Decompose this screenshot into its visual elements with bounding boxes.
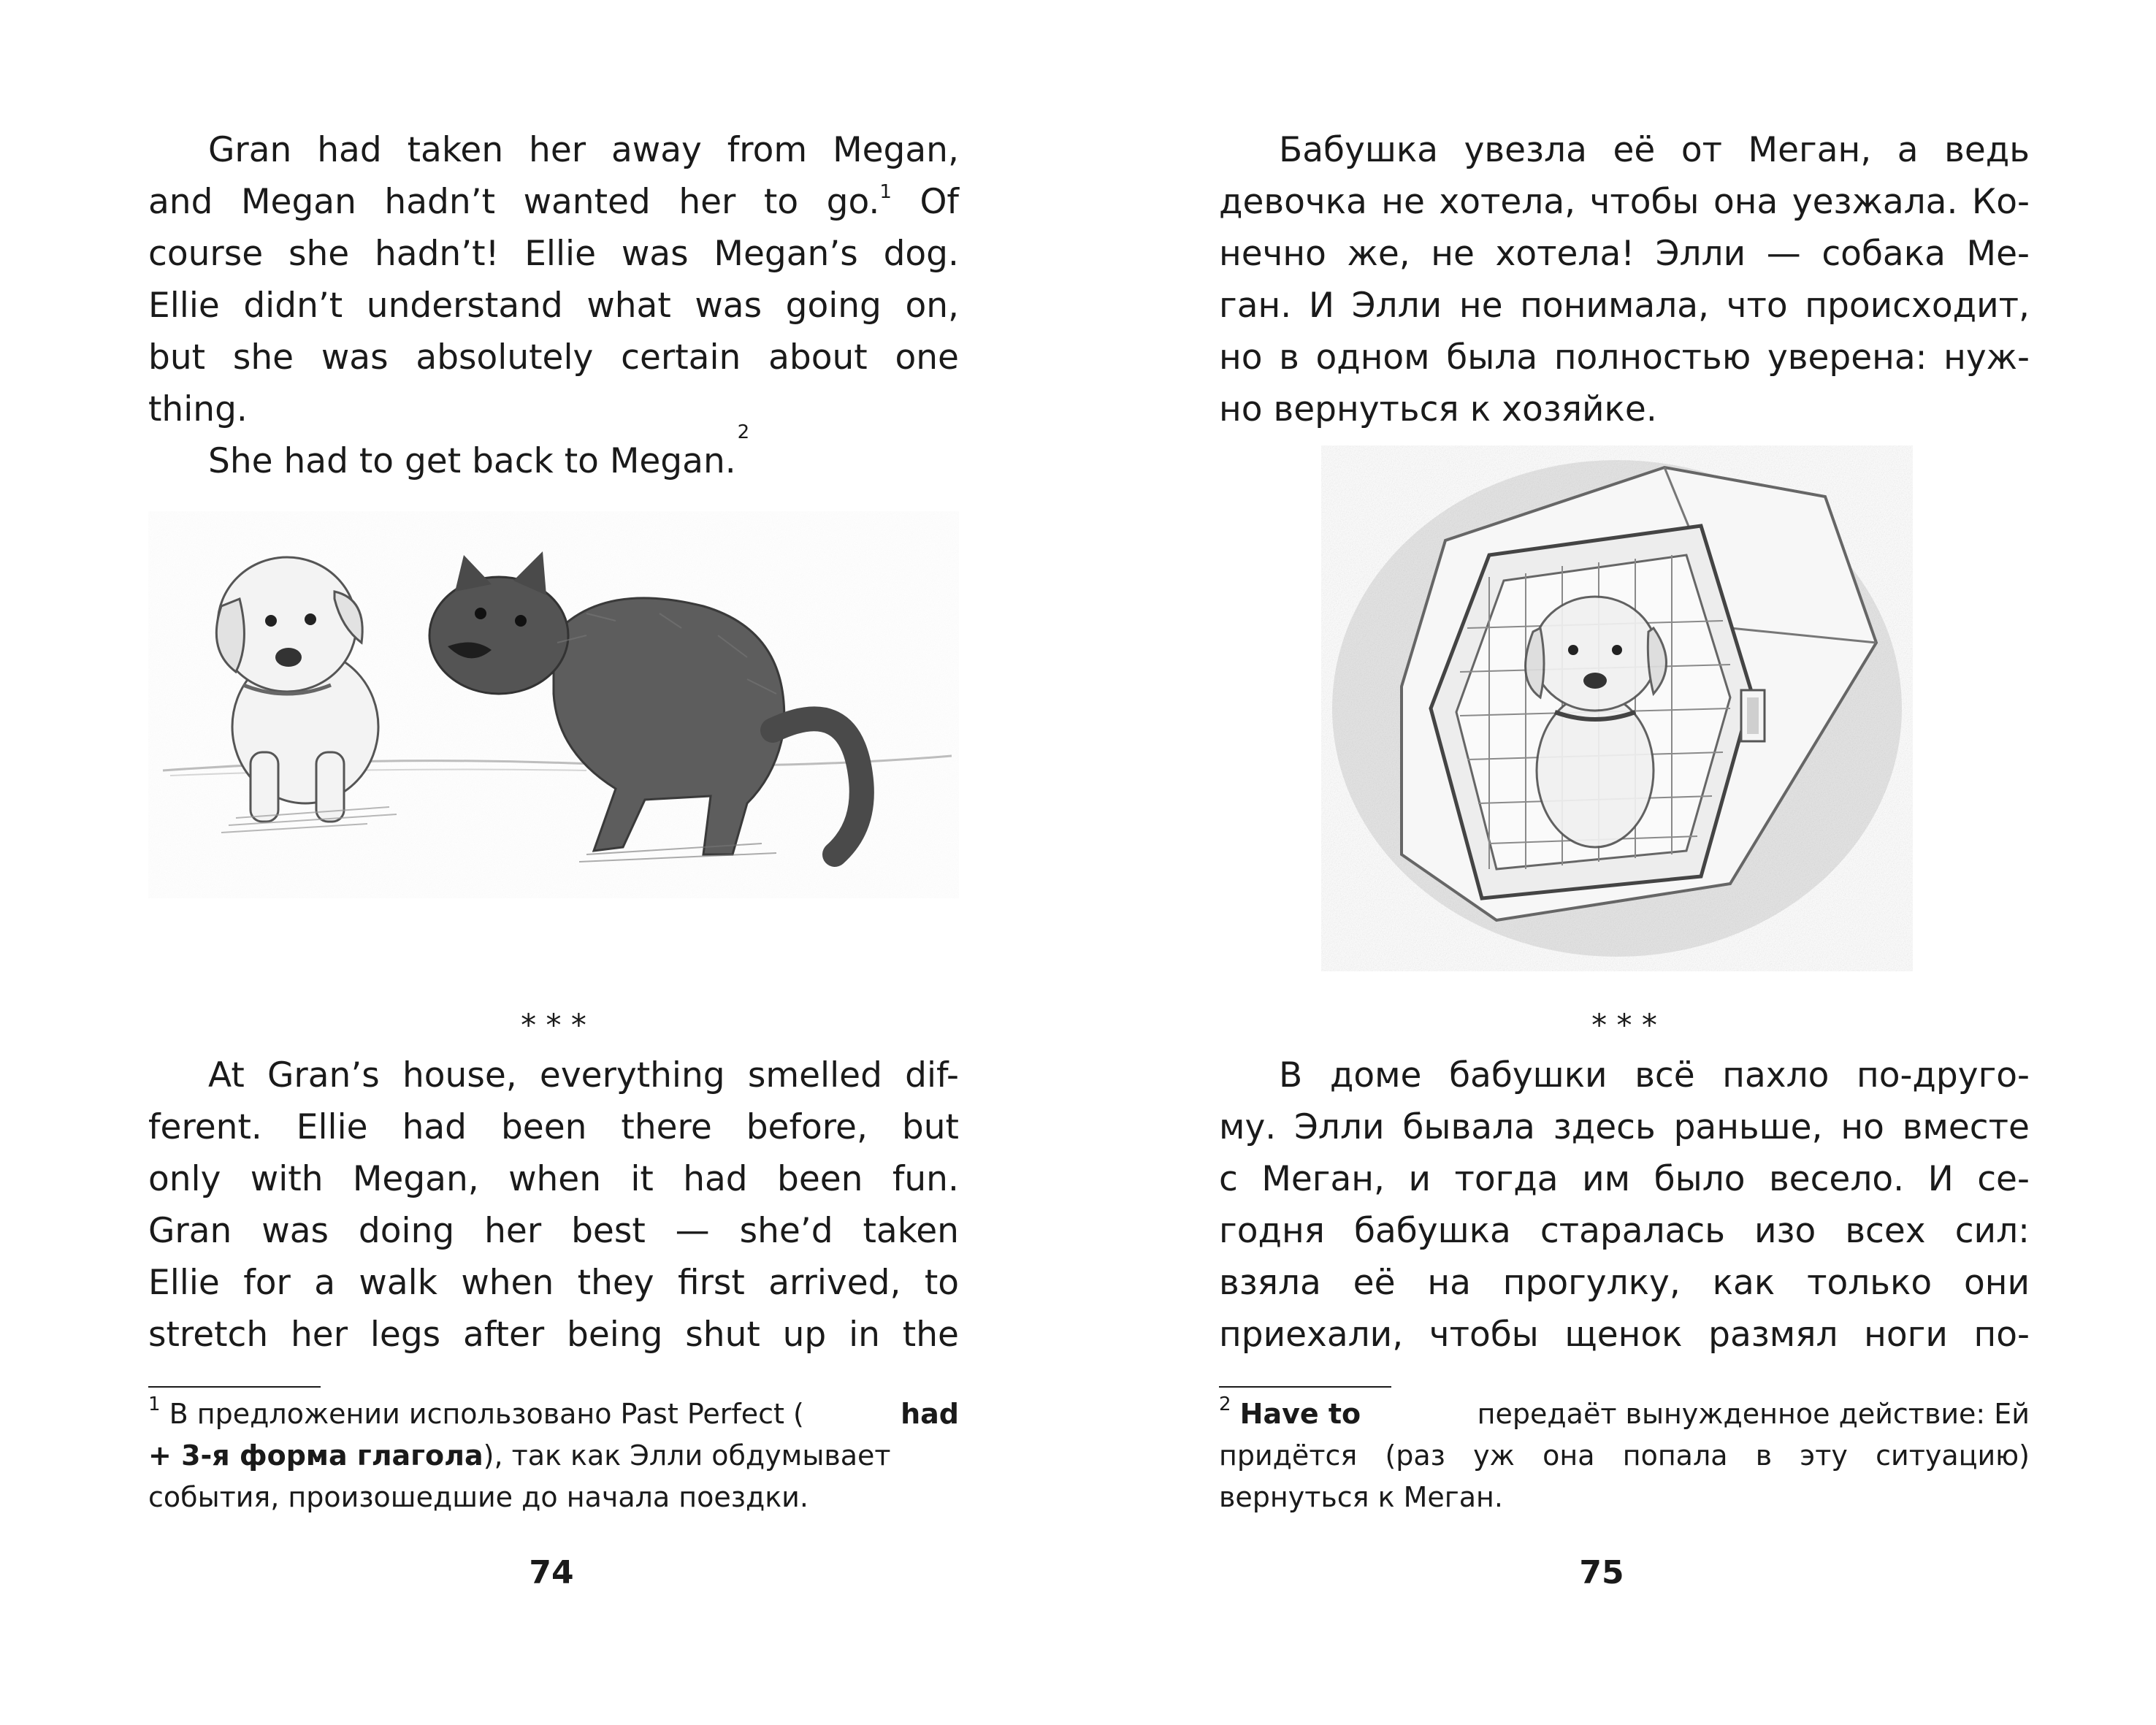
word: вместе: [1902, 1107, 2030, 1147]
word: doing: [358, 1211, 455, 1251]
text-line: [1219, 1309, 2030, 1361]
word: изо: [1754, 1211, 1816, 1251]
word: взяла: [1219, 1263, 1321, 1303]
text-line: [148, 383, 959, 435]
word: being: [567, 1315, 663, 1355]
word: going: [785, 286, 882, 326]
word: не: [1431, 234, 1475, 274]
word: her: [291, 1315, 348, 1355]
word: the: [902, 1315, 959, 1355]
word: for: [243, 1263, 291, 1303]
word: Ме-: [1966, 234, 2030, 274]
text-line: [1219, 228, 2030, 280]
word: was: [261, 1211, 329, 1251]
footnote: [148, 1393, 959, 1518]
word: щенок: [1564, 1315, 1683, 1355]
page-number: 75: [1579, 1554, 1624, 1591]
word: к: [1469, 389, 1491, 429]
word: been: [500, 1107, 587, 1147]
word: же,: [1347, 234, 1410, 274]
word: происходит,: [1805, 286, 2030, 326]
text-line: [148, 1101, 959, 1153]
word: доме: [1329, 1055, 1422, 1095]
footnote-mark: 2: [737, 421, 750, 443]
word: only: [148, 1159, 221, 1199]
word: му.: [1219, 1107, 1277, 1147]
word: раньше,: [1673, 1107, 1823, 1147]
word: как: [1712, 1263, 1775, 1303]
word: best: [571, 1211, 646, 1251]
word: Gran: [208, 130, 292, 170]
word: Меган,: [1261, 1159, 1385, 1199]
word: course: [148, 234, 264, 274]
footnote-bold: + 3-я форма глагола: [148, 1439, 483, 1472]
footnote-text: придётся (раз уж она попала в эту ситуацию): [1219, 1439, 2030, 1472]
word: нуж-: [1943, 337, 2030, 378]
word: taken: [407, 130, 504, 170]
word: before,: [746, 1107, 868, 1147]
footnote-number: 1: [148, 1393, 161, 1416]
word: hadn’t: [384, 182, 496, 222]
word: понимала,: [1520, 286, 1710, 326]
text-line: [148, 124, 959, 176]
footnote: [1219, 1393, 2030, 1518]
word: уверена:: [1767, 337, 1927, 378]
word: вернуться: [1273, 389, 1459, 429]
word: she: [232, 337, 294, 378]
word: Ellie: [148, 286, 220, 326]
word: Gran: [148, 1211, 232, 1251]
word: что: [1726, 286, 1788, 326]
footnote-text: события, произошедшие до начала поездки.: [148, 1481, 808, 1513]
word: with: [250, 1159, 324, 1199]
word: wanted: [523, 182, 651, 222]
word: when: [508, 1159, 601, 1199]
word: Элли: [1351, 286, 1442, 326]
word: first: [678, 1263, 745, 1303]
word: Меган,: [1748, 130, 1872, 170]
word: there: [621, 1107, 712, 1147]
paragraph-v-dome-babushki: [1219, 1049, 2030, 1361]
word: пахло: [1722, 1055, 1830, 1095]
word: ferent.: [148, 1107, 262, 1147]
word: хотела,: [1439, 182, 1576, 222]
word: нечно: [1219, 234, 1326, 274]
word: had: [317, 130, 382, 170]
word: Ellie: [296, 1107, 368, 1147]
word: stretch: [148, 1315, 269, 1355]
word: everything: [539, 1055, 725, 1095]
word: её: [1353, 1263, 1396, 1303]
text-line: [1219, 1049, 2030, 1101]
word: was: [621, 234, 689, 274]
word: она: [1713, 182, 1778, 222]
word: thing.: [148, 389, 248, 429]
word: В: [1279, 1055, 1303, 1095]
text-line: [1219, 176, 2030, 228]
word: бабушки: [1449, 1055, 1608, 1095]
word: about: [768, 337, 868, 378]
word: Бабушка: [1279, 130, 1439, 170]
word: one: [895, 337, 959, 378]
word: ган.: [1219, 286, 1292, 326]
word: и: [1408, 1159, 1431, 1199]
right-page: [1078, 0, 2156, 1725]
footnote-text: В предложении использовано Past Perfect (: [169, 1398, 804, 1430]
word: тогда: [1454, 1159, 1559, 1199]
section-separator: * * *: [521, 1007, 586, 1043]
word: бывала: [1402, 1107, 1535, 1147]
word: been: [777, 1159, 863, 1199]
paragraph-at-grans-house: [148, 1049, 959, 1361]
word: after: [463, 1315, 545, 1355]
word: in: [849, 1315, 880, 1355]
word: в: [1279, 337, 1299, 378]
word: was: [695, 286, 762, 326]
word: from: [727, 130, 808, 170]
paragraph-babushka-uvezla: [1219, 124, 2030, 435]
word: по-друго-: [1856, 1055, 2030, 1095]
text-line: [1219, 332, 2030, 383]
word: up: [782, 1315, 827, 1355]
word: чтобы: [1589, 182, 1700, 222]
word: се-: [1977, 1159, 2030, 1199]
word: legs: [370, 1315, 441, 1355]
text-line: [1219, 280, 2030, 332]
word: они: [1963, 1263, 2030, 1303]
text-line: [1219, 383, 2030, 435]
footnote-number: 2: [1219, 1393, 1231, 1416]
word: не: [1381, 182, 1425, 222]
text-line: [148, 280, 959, 332]
puppy-and-kitten-illustration: [148, 511, 959, 898]
word: приехали,: [1219, 1315, 1404, 1355]
word: what: [586, 286, 671, 326]
word: her: [529, 130, 586, 170]
word: И: [1308, 286, 1335, 326]
text-line: [1219, 1153, 2030, 1205]
word: Gran’s: [267, 1055, 380, 1095]
word: walk: [359, 1263, 437, 1303]
word: At: [208, 1055, 245, 1095]
page-number: 74: [529, 1554, 574, 1591]
word: не: [1459, 286, 1503, 326]
word: И: [1927, 1159, 1954, 1199]
text-line: [148, 1205, 959, 1257]
word: размял: [1708, 1315, 1838, 1355]
word: Ellie: [148, 1263, 220, 1303]
word: от: [1681, 130, 1722, 170]
word: was: [321, 337, 389, 378]
word: ведь: [1944, 130, 2030, 170]
word: хозяйке.: [1502, 389, 1657, 429]
footnote-text: вернуться к Меган.: [1219, 1481, 1503, 1513]
word: уезжала.: [1792, 182, 1958, 222]
word: certain: [621, 337, 741, 378]
word: and: [148, 182, 213, 222]
word: одном: [1315, 337, 1430, 378]
word: чтобы: [1429, 1315, 1539, 1355]
word: но: [1219, 337, 1263, 378]
text-line: [1219, 1205, 2030, 1257]
word: smelled: [747, 1055, 882, 1095]
word: но: [1219, 389, 1263, 429]
word: увезла: [1464, 130, 1587, 170]
word: была: [1446, 337, 1538, 378]
word: Ко-: [1971, 182, 2030, 222]
word: Ellie: [524, 234, 597, 274]
word: им: [1582, 1159, 1631, 1199]
word: —: [1766, 234, 1801, 274]
paragraph-text: She had to get back to Megan.: [208, 441, 736, 481]
text-line: [148, 1309, 959, 1361]
word: а: [1897, 130, 1919, 170]
word: hadn’t!: [374, 234, 500, 274]
word: старалась: [1540, 1211, 1725, 1251]
word: было: [1654, 1159, 1746, 1199]
text-line: [148, 1049, 959, 1101]
word: on,: [905, 286, 959, 326]
word: Megan,: [352, 1159, 479, 1199]
word: had: [402, 1107, 467, 1147]
word: didn’t: [243, 286, 343, 326]
word: to: [924, 1263, 959, 1303]
text-line: [1219, 124, 2030, 176]
word: весело.: [1768, 1159, 1905, 1199]
word: годня: [1219, 1211, 1325, 1251]
word: сил:: [1954, 1211, 2030, 1251]
text-line: [148, 1153, 959, 1205]
word: хотела!: [1495, 234, 1635, 274]
text-line: [1219, 1257, 2030, 1309]
word: it: [630, 1159, 654, 1199]
word: to: [763, 182, 799, 222]
word: her: [484, 1211, 542, 1251]
word: Megan’s: [714, 234, 858, 274]
footnote-mark: 1: [879, 181, 892, 204]
word: на: [1427, 1263, 1471, 1303]
word: ноги: [1864, 1315, 1948, 1355]
word: she: [288, 234, 350, 274]
word: Элли: [1655, 234, 1746, 274]
puppy-in-crate-illustration: [1321, 445, 1913, 971]
word: a: [314, 1263, 336, 1303]
text-line: [148, 228, 959, 280]
word: всех: [1845, 1211, 1926, 1251]
text-line: [148, 1257, 959, 1309]
word: —: [675, 1211, 710, 1251]
word: с: [1219, 1159, 1238, 1199]
word: только: [1807, 1263, 1933, 1303]
section-separator: * * *: [1591, 1007, 1657, 1043]
paragraph-gran-had-taken: [148, 124, 959, 435]
word: здесь: [1553, 1107, 1656, 1147]
text-line: [148, 332, 959, 383]
word: had: [683, 1159, 748, 1199]
word: absolutely: [416, 337, 594, 378]
footnote-text: передаёт вынужденное действие: Ей: [1477, 1398, 2030, 1430]
word: полностью: [1553, 337, 1751, 378]
word: understand: [366, 286, 563, 326]
word: fun.: [892, 1159, 959, 1199]
word: всё: [1635, 1055, 1695, 1095]
word: но: [1840, 1107, 1884, 1147]
word: dif-: [905, 1055, 959, 1095]
text-line: [1219, 1101, 2030, 1153]
word: her: [678, 182, 736, 222]
word: Megan: [240, 182, 356, 222]
word: собака: [1821, 234, 1946, 274]
word: dog.: [883, 234, 959, 274]
word: but: [148, 337, 206, 378]
word: Элли: [1294, 1107, 1385, 1147]
word: по-: [1973, 1315, 2030, 1355]
word: прогулку,: [1502, 1263, 1681, 1303]
word: but: [901, 1107, 959, 1147]
word: they: [577, 1263, 654, 1303]
footnote-rule: [148, 1386, 321, 1388]
word: when: [461, 1263, 554, 1303]
word: Of: [920, 182, 959, 222]
word: её: [1613, 130, 1656, 170]
word: taken: [863, 1211, 959, 1251]
word: Megan,: [833, 130, 959, 170]
word: девочка: [1219, 182, 1367, 222]
word: arrived,: [768, 1263, 901, 1303]
word: shut: [685, 1315, 760, 1355]
paragraph-she-had-to-get-back: [148, 421, 959, 487]
footnote-bold: had: [901, 1398, 959, 1430]
word: she’d: [739, 1211, 833, 1251]
text-line: [148, 176, 959, 228]
footnote-bold: Have to: [1239, 1398, 1361, 1430]
word: away: [611, 130, 702, 170]
word: go.$^1$: [826, 181, 892, 222]
footnote-rule: [1219, 1386, 1391, 1388]
word: house,: [402, 1055, 517, 1095]
word: бабушка: [1354, 1211, 1511, 1251]
footnote-text: ), так как Элли обдумывает: [483, 1439, 891, 1472]
